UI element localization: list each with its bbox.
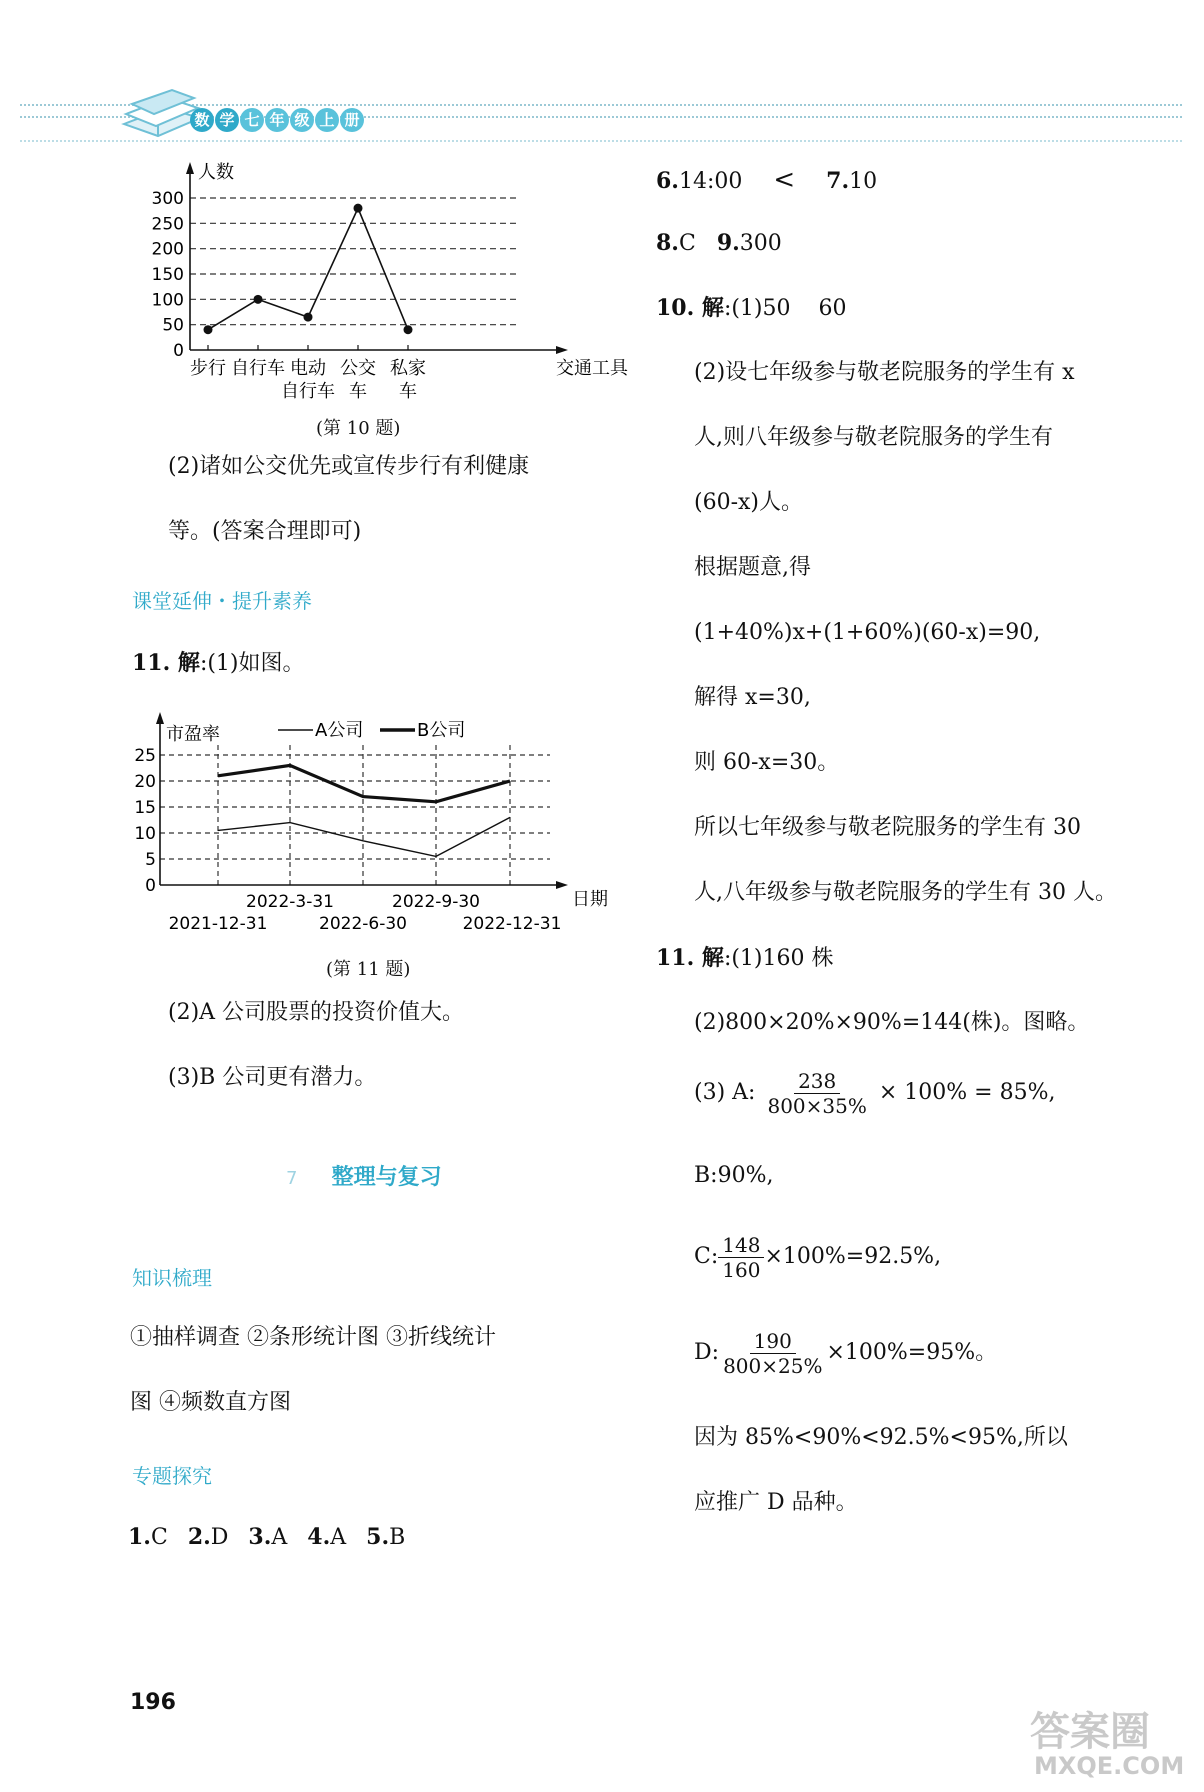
section-heading-knowledge: 知识梳理 [132,1266,212,1290]
chart11-x-arrow [556,881,568,889]
chart11-legend-b-label: B公司 [417,720,466,741]
chart11-x-tick: 2022-12-31 [462,914,562,934]
chart11-y-tick: 25 [134,746,156,766]
chart11-x-tick: 2022-3-31 [246,892,334,912]
q11-left-part2: (2)A 公司股票的投资价值大。 [168,1000,465,1025]
chart10-y-tick: 150 [151,265,184,285]
header-title-char: 七 [240,108,264,132]
mc-answer-value: A [330,1525,347,1550]
knowledge-line2: 图 ④频数直方图 [130,1390,291,1415]
chart11-y-tick: 10 [134,824,156,844]
q10-right-line9: 所以七年级参与敬老院服务的学生有 30 [694,815,1081,840]
chart11-y-tick: 0 [145,876,156,896]
header-title-char: 上 [315,108,339,132]
q11-a-prefix: (3) A: [694,1080,756,1106]
q10-part2-line2: 等。(答案合理即可) [168,519,362,544]
q8-q9-line [656,230,782,257]
q11-right-line1 [656,945,834,972]
q10-right-line5: 根据题意,得 [694,555,811,580]
header-title-char: 级 [290,108,314,132]
q10-right-line10: 人,八年级参与敬老院服务的学生有 30 人。 [694,880,1117,905]
q11-c-numerator: 148 [718,1234,764,1258]
chart10-series-line [208,208,408,330]
chart10-data-point [304,313,313,322]
q10-right-line7: 解得 x=30, [694,685,811,710]
q7-answer: 10 [849,169,878,194]
chart10-y-tick: 250 [151,214,184,235]
q6-number: 6. [656,168,679,194]
q11-c-prefix: C: [694,1244,719,1270]
q11-right-b-line: B:90%, [694,1163,774,1188]
header-title-char: 年 [265,108,289,132]
q8-number: 8. [656,230,679,256]
chart10-y-tick: 100 [151,290,184,311]
chart10-y-tick: 50 [162,315,184,336]
q11-right-c-line [694,1234,941,1281]
chart-q11-caption: (第 11 题) [326,959,411,980]
chart-q10-transport [120,160,628,410]
chart11-y-label: 市盈率 [166,724,220,745]
watermark-logo: 答案圈 [1030,1709,1150,1755]
mc-answer-number: 4. [307,1524,331,1550]
q11-d-fraction [719,1330,826,1377]
watermark-url: MXQE.COM [1034,1752,1185,1780]
q11-left-part1: :(1)如图。 [199,651,305,676]
page-header [0,80,1204,150]
q11-a-numerator: 238 [794,1070,840,1094]
chart10-y-label: 人数 [198,162,234,183]
q11-right-conclusion2: 应推广 D 品种。 [694,1490,858,1515]
chart10-x-arrow [556,346,568,354]
mc-answer-value: C [150,1525,168,1550]
chart11-legend-a-label: A公司 [315,720,364,741]
chart10-data-point [254,295,263,304]
mc-answer-value: D [210,1525,229,1550]
q11-right-d-line [694,1330,997,1377]
chart11-x-tick: 2022-9-30 [392,892,480,912]
chart10-x-tick: 车 [349,381,367,402]
q10-right-line4: (60-x)人。 [694,490,804,515]
mc-answer-item [366,1525,405,1550]
chart10-data-point [204,325,213,334]
chart11-x-label: 日期 [572,889,608,910]
q10-right-line3: 人,则八年级参与敬老院服务的学生有 [694,425,1053,450]
mc-answer-item [128,1525,168,1550]
q10-right-part1: :(1)50 60 [723,296,847,321]
q11-d-suffix: ×100%=95%。 [826,1340,998,1366]
q9-answer: 300 [739,231,782,256]
q8-answer: C [678,231,696,256]
chart10-x-tick: 私家 [390,358,426,379]
chart11-series-a-line [218,817,510,856]
chart11-y-tick: 15 [134,798,156,818]
q11-left-line [132,650,305,677]
mc-answer-item [248,1525,287,1550]
mc-answer-number: 3. [248,1524,272,1550]
q10-right-label: 10. 解 [656,295,724,321]
header-title [190,108,365,132]
q11-c-fraction [718,1234,764,1281]
chart10-x-tick: 车 [399,381,417,402]
chart10-y-tick: 300 [151,189,184,209]
mc-answer-number: 2. [187,1524,211,1550]
chart-q10-caption: (第 10 题) [316,418,401,439]
section-heading-extension: 课堂延伸・提升素养 [132,589,312,613]
q10-right-line2: (2)设七年级参与敬老院服务的学生有 x [694,360,1075,385]
mc-answer-item [188,1525,229,1550]
chart11-y-tick: 5 [145,850,156,870]
q11-c-suffix: ×100%=92.5%, [764,1244,942,1270]
q10-part2-line1: (2)诸如公交优先或宣传步行有利健康 [168,454,530,479]
section-heading-topic: 专题探究 [132,1464,212,1488]
page-number: 196 [130,1690,176,1715]
q9-number: 9. [716,230,740,256]
q11-d-numerator: 190 [750,1330,796,1354]
chart11-x-tick: 2022-6-30 [319,914,407,934]
q11-a-suffix: × 100% = 85%, [878,1080,1056,1106]
q11-right-conclusion1: 因为 85%<90%<92.5%<95%,所以 [694,1425,1068,1450]
q11-right-label: 11. 解 [656,945,724,971]
q11-right-line2: (2)800×20%×90%=144(株)。图略。 [694,1010,1090,1035]
chart10-data-point [354,204,363,213]
mc-answer-number: 1. [128,1524,151,1550]
chart10-x-tick: 公交 [340,358,376,379]
q6-answer: 14:00 [678,169,743,194]
chart10-x-tick: 自行车 [231,358,285,379]
chart11-x-tick: 2021-12-31 [168,914,268,934]
chart-q11-pe-ratio [130,700,610,945]
chapter-title: 整理与复习 [331,1165,442,1190]
mc-answer-number: 5. [366,1524,390,1550]
chapter-number: 7 [286,1168,298,1189]
q10-right-line1 [656,295,846,322]
q11-right-a-line [694,1070,1056,1117]
chart10-y-tick: 200 [151,239,184,260]
knowledge-line1: ①抽样调查 ②条形统计图 ③折线统计 [130,1325,496,1350]
q11-d-prefix: D: [694,1340,720,1366]
chart10-data-point [404,325,413,334]
header-title-char: 学 [215,108,239,132]
q11-left-label: 11. 解 [132,650,200,676]
q11-d-denominator: 800×25% [723,1354,823,1378]
chart10-y-tick: 0 [173,341,184,361]
header-title-char: 册 [340,108,364,132]
mc-answer-value: B [389,1525,406,1550]
q6-q7-line [656,165,877,196]
chart11-series-b-line [218,765,510,801]
chart11-y-tick: 20 [134,772,156,792]
q11-left-part3: (3)B 公司更有潜力。 [168,1065,377,1090]
q10-right-line8: 则 60-x=30。 [694,750,840,775]
q11-right-part1: :(1)160 株 [723,946,834,971]
chart10-x-label: 交通工具 [556,358,628,379]
chart10-x-tick: 步行 [190,358,226,379]
chart10-x-tick: 电动 [290,358,326,379]
chart10-y-arrow [186,162,194,174]
mc-answers-row [128,1524,425,1551]
chapter-heading [286,1160,442,1191]
q11-a-denominator: 800×35% [767,1094,867,1118]
q10-right-line6: (1+40%)x+(1+60%)(60-x)=90, [694,620,1041,645]
mc-answer-value: A [271,1525,288,1550]
q6-symbol: < [773,165,796,195]
q7-number: 7. [826,168,850,194]
chart11-y-arrow [156,712,164,724]
header-title-char: 数 [190,108,214,132]
q11-a-fraction [763,1070,870,1117]
mc-answer-item [307,1525,346,1550]
q11-c-denominator: 160 [722,1258,761,1282]
chart10-x-tick: 自行车 [281,381,335,402]
